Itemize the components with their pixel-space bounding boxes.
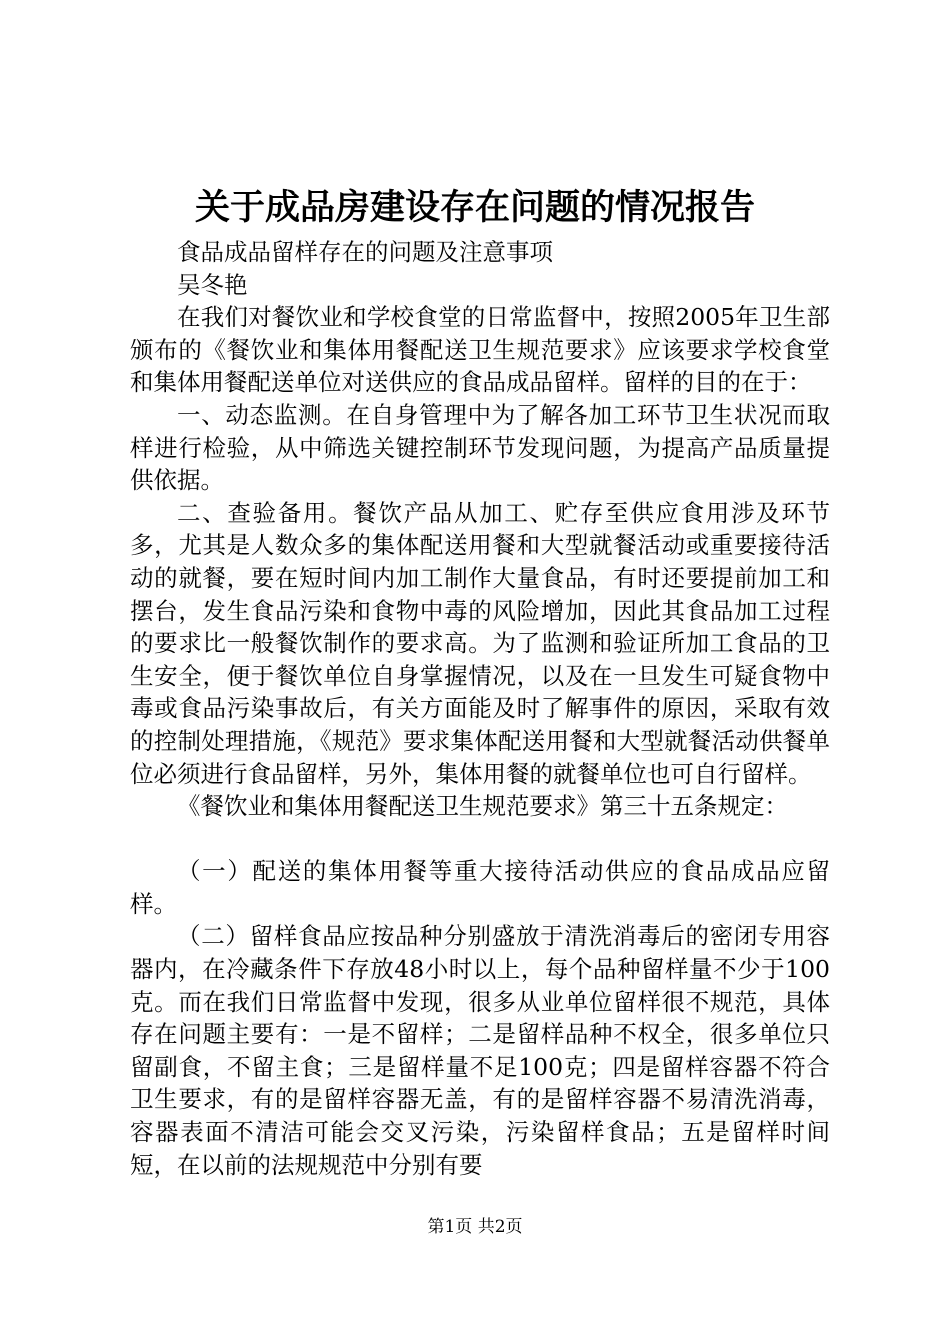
clause-two-paragraph: （二）留样食品应按品种分别盛放于清洗消毒后的密闭专用容器内，在冷藏条件下存放48小时以上，每个品种留样量不少于100克。而在我们日常监督中发现，很多从业单位留样很不规范，具体存在问题主要有：一是不留样；二是留样品种不权全，很多单位只留副食，不留主食；三是留样量不足100克；四是留样容器不符合卫生要求，有的是留样容器无盖，有的是留样容器不易清洗消毒，容器表面不清洁可能会交叉污染，污染留样食品；五是留样时间短，在以前的法规规范中分别有要 [130,922,830,1179]
inspection-paragraph: 二、查验备用。餐饮产品从加工、贮存至供应食用涉及环节多，尤其是人数众多的集体配送用餐和大型就餐活动或重要接待活动的就餐，要在短时间内加工制作大量食品，有时还要提前加工和摆台，发生食品污染和食物中毒的风险增加，因此其食品加工过程的要求比一般餐饮制作的要求高。为了监测和验证所加工食品的卫生安全，便于餐饮单位自身掌握情况，以及在一旦发生可疑食物中毒或食品污染事故后，有关方面能及时了解事件的原因，采取有效的控制处理措施，《规范》要求集体配送用餐和大型就餐活动供餐单位必须进行食品留样，另外，集体用餐的就餐单位也可自行留样。 [130,498,830,788]
clause-one-paragraph: （一）配送的集体用餐等重大接待活动供应的食品成品应留样。 [130,857,830,918]
regulation-paragraph: 《餐饮业和集体用餐配送卫生规范要求》第三十五条规定： [177,792,788,821]
blank-line [130,823,830,856]
document-body [130,236,830,1181]
intro-paragraph: 在我们对餐饮业和学校食堂的日常监督中，按照2005年卫生部颁布的《餐饮业和集体用餐配送卫生规范要求》应该要求学校食堂和集体用餐配送单位对送供应的食品成品留样。留样的目的在于： [130,303,830,397]
monitoring-paragraph: 一、动态监测。在自身管理中为了解各加工环节卫生状况而取样进行检验，从中筛选关键控制环节发现问题，为提高产品质量提供依据。 [130,400,830,495]
subtitle-paragraph: 食品成品留样存在的问题及注意事项 [177,238,553,266]
document-title: 关于成品房建设存在问题的情况报告 [194,187,755,228]
page-number-footer: 第1页 共2页 [427,1217,523,1237]
author-paragraph: 吴冬艳 [177,270,248,299]
